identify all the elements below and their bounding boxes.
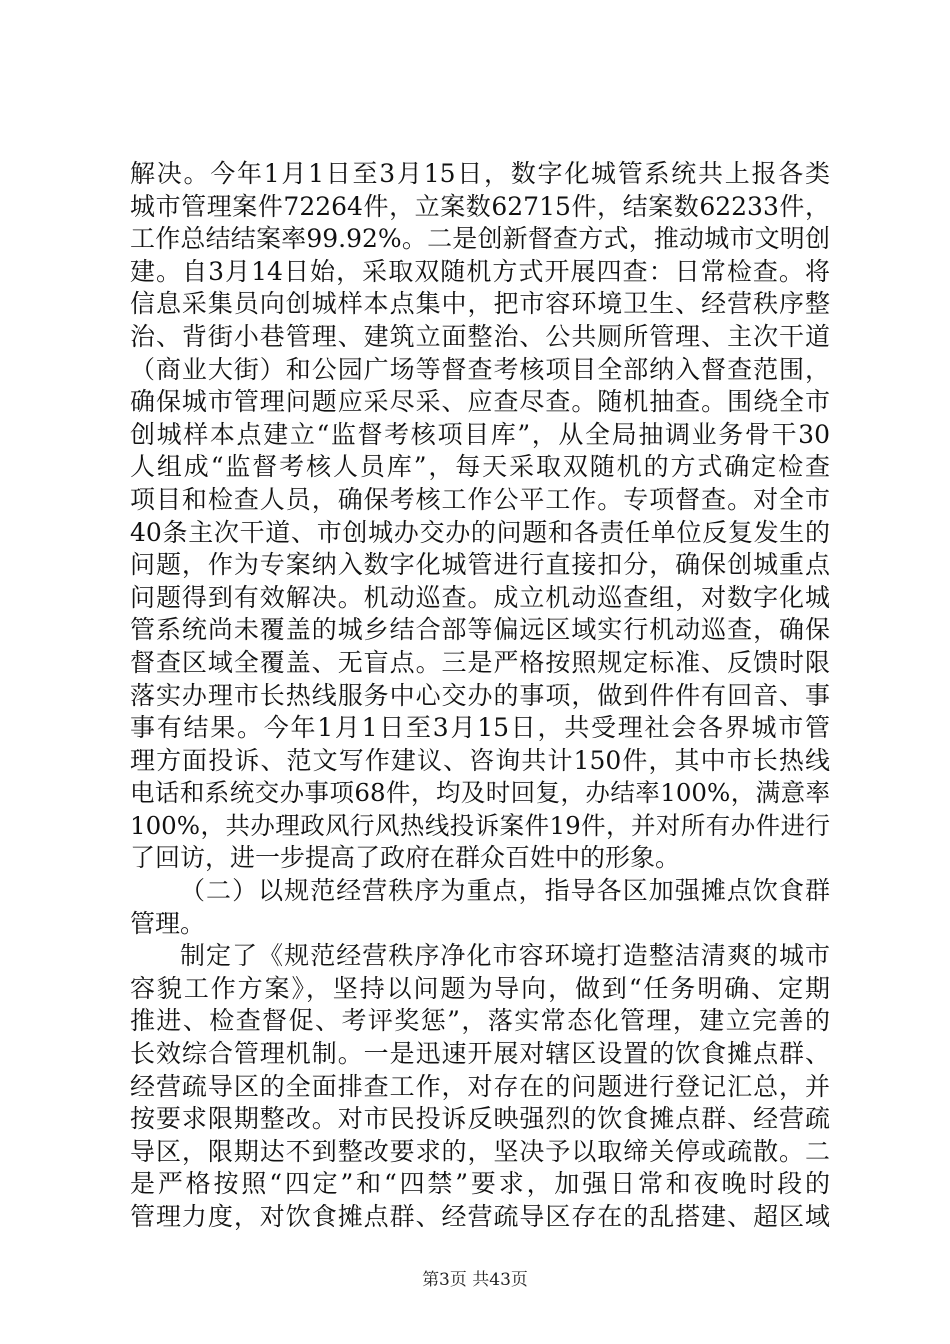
text-line: 推进、检查督促、考评奖惩”，落实常态化管理，建立完善的 <box>130 1006 830 1036</box>
text-line: 城市管理案件72264件，立案数62715件，结案数62233件， <box>130 191 830 221</box>
text-line: 管理。 <box>130 908 206 938</box>
text-line: 信息采集员向创城样本点集中，把市容环境卫生、经营秩序整 <box>130 289 830 319</box>
text-line: 管理力度，对饮食摊点群、经营疏导区存在的乱搭建、超区域 <box>130 1202 830 1231</box>
text-line: 落实办理市长热线服务中心交办的事项，做到件件有回音、事 <box>130 680 830 710</box>
text-line: 建。自3月14日始，采取双随机方式开展四查：日常检查。将 <box>130 256 830 286</box>
text-line: 理方面投诉、范文写作建议、咨询共计150件，其中市长热线 <box>130 745 830 775</box>
page-footer: 第3页 共43页 <box>422 1270 528 1290</box>
text-line: 事有结果。今年1月1日至3月15日，共受理社会各界城市管 <box>130 713 830 743</box>
text-line: 长效综合管理机制。一是迅速开展对辖区设置的饮食摊点群、 <box>130 1039 830 1069</box>
text-line: 治、背街小巷管理、建筑立面整治、公共厕所管理、主次干道 <box>130 321 830 351</box>
text-line: 电话和系统交办事项68件，均及时回复，办结率100%，满意率 <box>130 778 830 808</box>
text-line: 确保城市管理问题应采尽采、应查尽查。随机抽查。围绕全市 <box>130 387 830 417</box>
text-line: 了回访，进一步提高了政府在群众百姓中的形象。 <box>130 843 681 873</box>
text-line: 100%，共办理政风行风热线投诉案件19件，并对所有办件进行 <box>130 810 830 840</box>
text-line: 创城样本点建立“监督考核项目库”，从全局抽调业务骨干30 <box>130 419 830 449</box>
document-body <box>130 158 830 1234</box>
text-line: （商业大街）和公园广场等督查考核项目全部纳入督查范围， <box>130 354 830 384</box>
text-line: 导区，限期达不到整改要求的，坚决予以取缔关停或疏散。二 <box>130 1136 830 1166</box>
text-line: 解决。今年1月1日至3月15日，数字化城管系统共上报各类 <box>130 159 830 188</box>
text-line: 是严格按照“四定”和“四禁”要求，加强日常和夜晚时段的 <box>130 1169 830 1199</box>
text-line: 人组成“监督考核人员库”，每天采取双随机的方式确定检查 <box>130 452 830 482</box>
text-line: 管系统尚未覆盖的城乡结合部等偏远区域实行机动巡查，确保 <box>130 615 830 645</box>
text-line: 制定了《规范经营秩序净化市容环境打造整洁清爽的城市 <box>180 941 830 971</box>
text-line: 问题，作为专案纳入数字化城管进行直接扣分，确保创城重点 <box>130 550 830 580</box>
text-line: 督查区域全覆盖、无盲点。三是严格按照规定标准、反馈时限 <box>130 647 830 677</box>
text-line: 项目和检查人员，确保考核工作公平工作。专项督查。对全市 <box>130 484 830 514</box>
text-line: （二）以规范经营秩序为重点，指导各区加强摊点饮食群 <box>180 876 830 906</box>
text-line: 容貌工作方案》，坚持以问题为导向，做到“任务明确、定期 <box>130 973 830 1003</box>
text-line: 工作总结结案率99.92%。二是创新督查方式，推动城市文明创 <box>130 224 830 254</box>
text-line: 经营疏导区的全面排查工作，对存在的问题进行登记汇总，并 <box>130 1071 830 1101</box>
text-line: 按要求限期整改。对市民投诉反映强烈的饮食摊点群、经营疏 <box>130 1104 830 1134</box>
text-line: 问题得到有效解决。机动巡查。成立机动巡查组，对数字化城 <box>130 582 830 612</box>
text-line: 40条主次干道、市创城办交办的问题和各责任单位反复发生的 <box>130 517 830 547</box>
